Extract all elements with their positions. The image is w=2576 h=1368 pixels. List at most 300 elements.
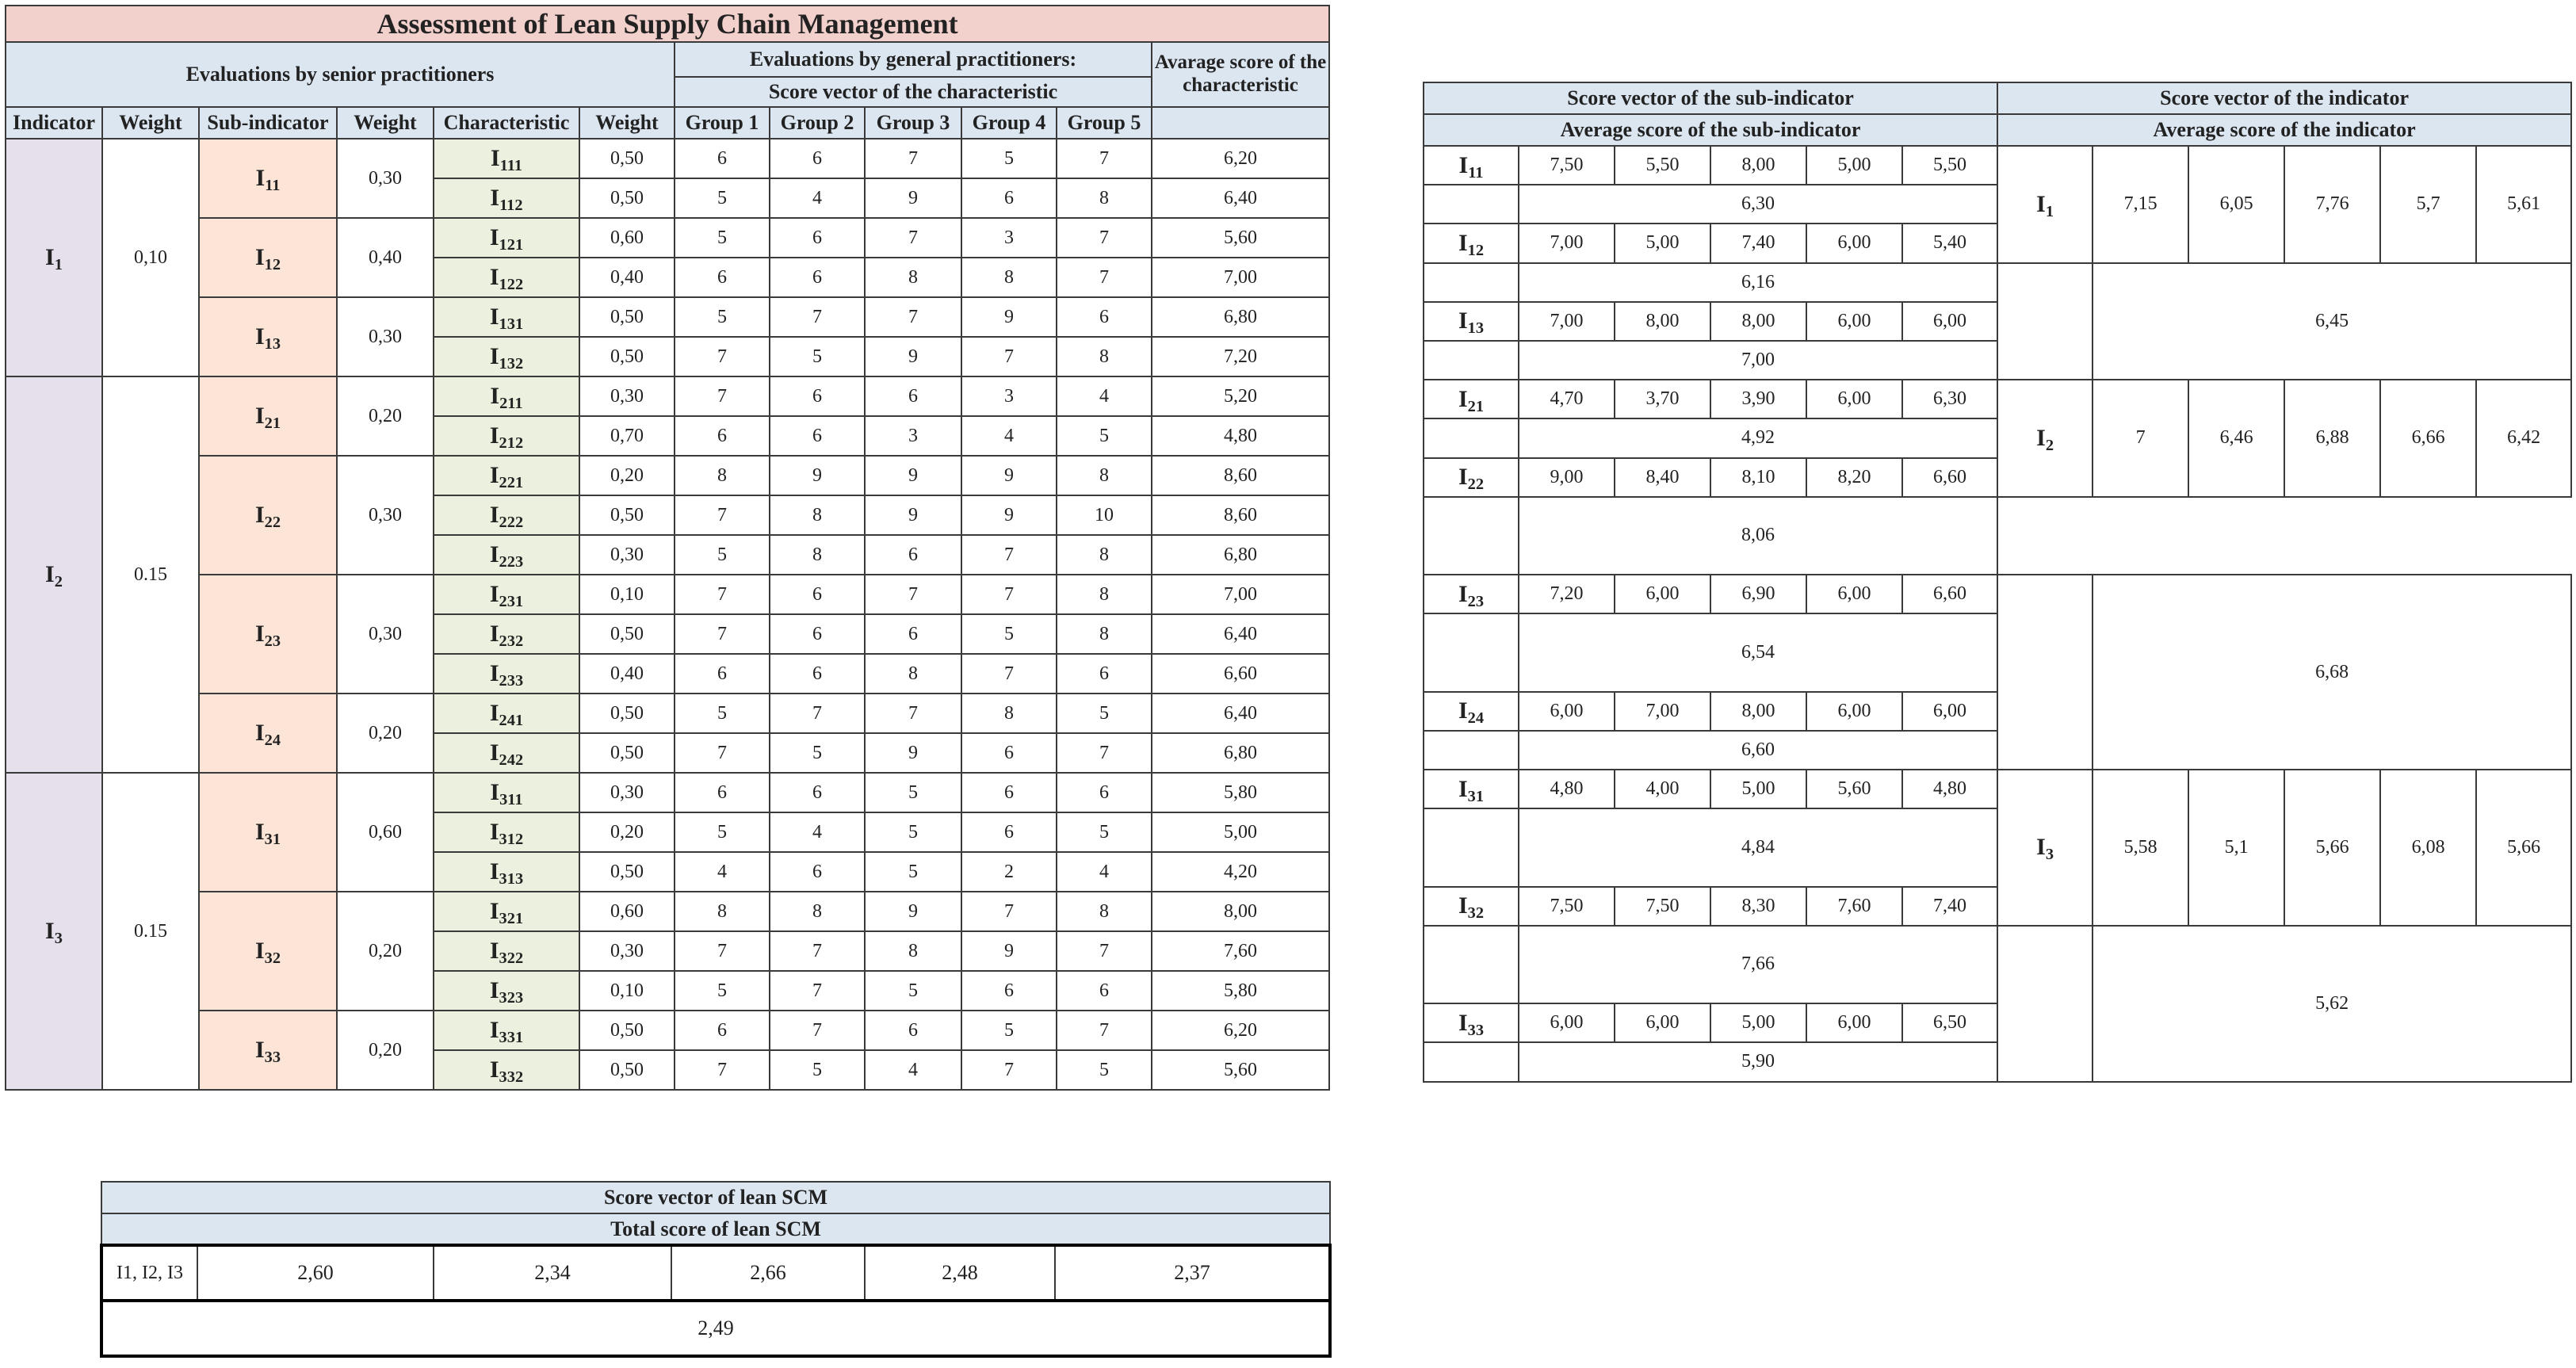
group-score: 9 xyxy=(865,892,961,931)
group-score: 6 xyxy=(865,376,961,416)
sub-average-spacer xyxy=(1424,418,1519,457)
group-score: 6 xyxy=(770,654,865,694)
group-score: 6 xyxy=(770,773,865,812)
characteristic-row xyxy=(6,575,1329,614)
sub-vector-value: 7,00 xyxy=(1519,224,1615,262)
sub-indicator-label: $I_{12}$ xyxy=(1424,224,1519,262)
sub-average-spacer xyxy=(1424,185,1519,224)
characteristic-cell: $I_{212}$ xyxy=(434,416,579,456)
sub-average-spacer xyxy=(1424,926,1519,1003)
sub-vector-value: 6,00 xyxy=(1806,575,1902,613)
subindicator-weight: 0,30 xyxy=(337,456,434,575)
sub-vector-value: 6,00 xyxy=(1806,692,1902,731)
characteristic-weight: 0,20 xyxy=(579,812,675,852)
sub-indicator-average: 4,92 xyxy=(1519,418,1997,457)
group-score: 5 xyxy=(675,297,770,337)
characteristic-average: 5,60 xyxy=(1152,218,1329,258)
characteristic-weight: 0,50 xyxy=(579,495,675,535)
group-score: 6 xyxy=(1057,654,1152,694)
indicator-vector-value: 6,88 xyxy=(2284,380,2380,497)
sub-indicator-label: $I_{13}$ xyxy=(1424,302,1519,341)
sub-vector-value: 5,00 xyxy=(1710,1003,1806,1042)
vector-table xyxy=(1423,82,2572,1083)
indicator-vector-value: 5,1 xyxy=(2188,770,2284,926)
group-score: 8 xyxy=(961,258,1057,297)
subindicator-weight: 0,20 xyxy=(337,1011,434,1090)
group-score: 7 xyxy=(865,694,961,733)
group-score: 7 xyxy=(865,575,961,614)
lean-total-score: 2,49 xyxy=(101,1301,1330,1356)
sub-indicator-average: 7,00 xyxy=(1519,341,1997,380)
group-score: 5 xyxy=(675,971,770,1011)
subindicator-cell: $I_{32}$ xyxy=(199,892,337,1011)
col-subindicator: Sub-indicator xyxy=(199,107,337,139)
col-indicator: Indicator xyxy=(6,107,102,139)
subindicator-cell: $I_{24}$ xyxy=(199,694,337,773)
indicator-vector-value: 5,7 xyxy=(2380,146,2476,263)
sub-indicator-label: $I_{22}$ xyxy=(1424,458,1519,497)
sub-vector-value: 8,00 xyxy=(1710,146,1806,185)
characteristic-average: 6,40 xyxy=(1152,614,1329,654)
lean-scm-vector-header: Score vector of lean SCM xyxy=(101,1182,1330,1213)
characteristic-cell: $I_{231}$ xyxy=(434,575,579,614)
sub-average-row xyxy=(1424,263,2571,302)
group-score: 7 xyxy=(1057,258,1152,297)
group-score: 5 xyxy=(675,218,770,258)
characteristic-cell: $I_{131}$ xyxy=(434,297,579,337)
sub-vector-value: 7,50 xyxy=(1519,146,1615,185)
group-score: 4 xyxy=(1057,852,1152,892)
sub-vector-value: 3,70 xyxy=(1615,380,1710,418)
group-score: 8 xyxy=(1057,892,1152,931)
sub-average-row xyxy=(1424,926,2571,1003)
group-score: 9 xyxy=(865,178,961,218)
indicator-vector-value: 5,61 xyxy=(2476,146,2571,263)
sub-average-spacer xyxy=(1424,341,1519,380)
group-score: 5 xyxy=(675,812,770,852)
group-score: 8 xyxy=(770,495,865,535)
lean-vector-value: 2,66 xyxy=(671,1245,865,1301)
col-weight: Weight xyxy=(337,107,434,139)
col-weight: Weight xyxy=(102,107,199,139)
sub-indicator-average: 7,66 xyxy=(1519,926,1997,1003)
sub-vector-value: 5,00 xyxy=(1615,224,1710,262)
main-assessment-table xyxy=(5,5,1330,1091)
group-score: 7 xyxy=(961,654,1057,694)
characteristic-cell: $I_{241}$ xyxy=(434,694,579,733)
sub-vector-value: 6,00 xyxy=(1615,575,1710,613)
group-score: 9 xyxy=(865,337,961,376)
col-group-2: Group 2 xyxy=(770,107,865,139)
sub-vector-value: 7,60 xyxy=(1806,887,1902,926)
group-score: 9 xyxy=(961,495,1057,535)
indicator-vector-value: 6,46 xyxy=(2188,380,2284,497)
sub-vector-value: 6,00 xyxy=(1519,1003,1615,1042)
sub-indicator-average: 6,60 xyxy=(1519,731,1997,770)
senior-practitioners-header: Evaluations by senior practitioners xyxy=(6,42,675,107)
indicator-weight: 0.15 xyxy=(102,773,199,1090)
sub-vector-value: 8,40 xyxy=(1615,458,1710,497)
group-score: 9 xyxy=(865,495,961,535)
sub-vector-value: 7,50 xyxy=(1615,887,1710,926)
characteristic-cell: $I_{321}$ xyxy=(434,892,579,931)
sub-vector-value: 6,00 xyxy=(1806,380,1902,418)
subindicator-weight: 0,30 xyxy=(337,297,434,376)
characteristic-row xyxy=(6,773,1329,812)
sub-vector-value: 5,50 xyxy=(1902,146,1997,185)
group-score: 8 xyxy=(1057,178,1152,218)
sub-vector-value: 7,00 xyxy=(1519,302,1615,341)
subindicator-weight: 0,40 xyxy=(337,218,434,297)
characteristic-cell: $I_{311}$ xyxy=(434,773,579,812)
subindicator-weight: 0,60 xyxy=(337,773,434,892)
sub-vector-value: 6,00 xyxy=(1902,692,1997,731)
vector-table-body xyxy=(1424,146,2571,1082)
characteristic-cell: $I_{313}$ xyxy=(434,852,579,892)
sub-average-row xyxy=(1424,497,2571,575)
characteristic-cell: $I_{322}$ xyxy=(434,931,579,971)
indicator-vector-value: 7 xyxy=(2093,380,2188,497)
characteristic-average: 4,80 xyxy=(1152,416,1329,456)
sub-indicator-label: $I_{21}$ xyxy=(1424,380,1519,418)
characteristic-cell: $I_{332}$ xyxy=(434,1050,579,1090)
sub-indicator-average: 6,54 xyxy=(1519,613,1997,691)
group-score: 6 xyxy=(770,376,865,416)
group-score: 3 xyxy=(865,416,961,456)
indicator-vector-value: 6,66 xyxy=(2380,380,2476,497)
sub-average-spacer xyxy=(1424,613,1519,691)
characteristic-average: 5,20 xyxy=(1152,376,1329,416)
sub-vector-value: 4,80 xyxy=(1902,770,1997,808)
characteristic-weight: 0,50 xyxy=(579,139,675,178)
sub-vector-value: 7,40 xyxy=(1902,887,1997,926)
group-score: 8 xyxy=(675,456,770,495)
group-score: 7 xyxy=(961,575,1057,614)
group-score: 6 xyxy=(770,416,865,456)
subindicator-cell: $I_{11}$ xyxy=(199,139,337,218)
characteristic-weight: 0,50 xyxy=(579,614,675,654)
group-score: 2 xyxy=(961,852,1057,892)
sub-average-spacer xyxy=(1424,731,1519,770)
sub-vector-value: 7,50 xyxy=(1519,887,1615,926)
group-score: 6 xyxy=(865,535,961,575)
subindicator-weight: 0,20 xyxy=(337,376,434,456)
subindicator-weight: 0,30 xyxy=(337,139,434,218)
indicator-vector-value: 6,05 xyxy=(2188,146,2284,263)
group-score: 9 xyxy=(961,456,1057,495)
characteristic-weight: 0,60 xyxy=(579,218,675,258)
sub-indicator-average: 5,90 xyxy=(1519,1042,1997,1081)
sub-indicator-average: 6,30 xyxy=(1519,185,1997,224)
group-score: 5 xyxy=(961,139,1057,178)
characteristic-average: 7,00 xyxy=(1152,258,1329,297)
subindicator-cell: $I_{33}$ xyxy=(199,1011,337,1090)
characteristic-cell: $I_{323}$ xyxy=(434,971,579,1011)
sub-indicator-vector-header: Score vector of the sub-indicator xyxy=(1424,82,1997,114)
group-score: 8 xyxy=(865,258,961,297)
group-score: 8 xyxy=(770,535,865,575)
col-characteristic: Characteristic xyxy=(434,107,579,139)
group-score: 5 xyxy=(1057,416,1152,456)
characteristic-average: 6,80 xyxy=(1152,733,1329,773)
sub-vector-value: 6,00 xyxy=(1806,1003,1902,1042)
sub-vector-value: 8,20 xyxy=(1806,458,1902,497)
characteristic-weight: 0,50 xyxy=(579,178,675,218)
group-score: 7 xyxy=(1057,733,1152,773)
group-score: 6 xyxy=(865,614,961,654)
col-weight: Weight xyxy=(579,107,675,139)
characteristic-average: 8,60 xyxy=(1152,456,1329,495)
sub-vector-value: 6,00 xyxy=(1902,302,1997,341)
characteristic-average: 6,40 xyxy=(1152,694,1329,733)
group-score: 5 xyxy=(1057,1050,1152,1090)
characteristic-row xyxy=(6,297,1329,337)
indicator-label: $I_3$ xyxy=(1997,770,2093,926)
characteristic-row xyxy=(6,892,1329,931)
sub-vector-value: 7,40 xyxy=(1710,224,1806,262)
group-score: 6 xyxy=(675,654,770,694)
group-score: 6 xyxy=(1057,297,1152,337)
group-score: 6 xyxy=(675,416,770,456)
group-score: 7 xyxy=(1057,218,1152,258)
characteristic-weight: 0,50 xyxy=(579,1050,675,1090)
sub-vector-value: 8,10 xyxy=(1710,458,1806,497)
group-score: 7 xyxy=(770,971,865,1011)
group-score: 7 xyxy=(961,1050,1057,1090)
group-score: 5 xyxy=(675,694,770,733)
group-score: 7 xyxy=(770,694,865,733)
group-score: 7 xyxy=(675,575,770,614)
group-score: 6 xyxy=(770,575,865,614)
indicator-vector-value: 7,15 xyxy=(2093,146,2188,263)
sub-vector-value: 7,20 xyxy=(1519,575,1615,613)
sub-vector-row xyxy=(1424,380,2571,418)
sub-average-spacer xyxy=(1424,497,1519,575)
group-score: 5 xyxy=(961,1011,1057,1050)
characteristic-average: 7,00 xyxy=(1152,575,1329,614)
sub-vector-row xyxy=(1424,770,2571,808)
sub-vector-row xyxy=(1424,575,2571,613)
sub-vector-value: 6,00 xyxy=(1806,302,1902,341)
characteristic-weight: 0,20 xyxy=(579,456,675,495)
subindicator-cell: $I_{23}$ xyxy=(199,575,337,694)
characteristic-weight: 0,40 xyxy=(579,258,675,297)
group-score: 8 xyxy=(961,694,1057,733)
sub-vector-value: 6,00 xyxy=(1519,692,1615,731)
indicator-cell: $I_1$ xyxy=(6,139,102,376)
subindicator-cell: $I_{13}$ xyxy=(199,297,337,376)
total-score-table xyxy=(100,1181,1332,1358)
characteristic-row xyxy=(6,694,1329,733)
sub-indicator-label: $I_{23}$ xyxy=(1424,575,1519,613)
group-score: 7 xyxy=(770,1011,865,1050)
characteristic-weight: 0,50 xyxy=(579,337,675,376)
group-score: 7 xyxy=(770,297,865,337)
characteristic-weight: 0,50 xyxy=(579,297,675,337)
characteristic-weight: 0,50 xyxy=(579,694,675,733)
characteristic-weight: 0,10 xyxy=(579,971,675,1011)
group-score: 4 xyxy=(1057,376,1152,416)
group-score: 9 xyxy=(865,733,961,773)
characteristic-cell: $I_{211}$ xyxy=(434,376,579,416)
sub-vector-value: 8,00 xyxy=(1710,692,1806,731)
indicator-vector-value: 6,08 xyxy=(2380,770,2476,926)
group-score: 6 xyxy=(865,1011,961,1050)
group-score: 7 xyxy=(961,535,1057,575)
general-practitioners-header: Evaluations by general practitioners: xyxy=(675,42,1152,77)
group-score: 7 xyxy=(675,733,770,773)
group-score: 7 xyxy=(865,297,961,337)
group-score: 7 xyxy=(675,337,770,376)
characteristic-average: 6,80 xyxy=(1152,297,1329,337)
subindicator-cell: $I_{12}$ xyxy=(199,218,337,297)
indicator-cell: $I_2$ xyxy=(6,376,102,773)
group-score: 9 xyxy=(770,456,865,495)
sub-indicator-average: 4,84 xyxy=(1519,808,1997,886)
sub-vector-value: 3,90 xyxy=(1710,380,1806,418)
indicator-average-header: Average score of the indicator xyxy=(1997,114,2571,146)
group-score: 7 xyxy=(675,614,770,654)
characteristic-weight: 0,30 xyxy=(579,535,675,575)
group-score: 10 xyxy=(1057,495,1152,535)
characteristic-cell: $I_{242}$ xyxy=(434,733,579,773)
indicator-vector-value: 6,42 xyxy=(2476,380,2571,497)
sub-vector-value: 4,80 xyxy=(1519,770,1615,808)
group-score: 9 xyxy=(961,297,1057,337)
characteristic-average: 8,00 xyxy=(1152,892,1329,931)
group-score: 7 xyxy=(865,218,961,258)
characteristic-cell: $I_{121}$ xyxy=(434,218,579,258)
group-score: 6 xyxy=(770,218,865,258)
characteristic-row xyxy=(6,456,1329,495)
sub-indicator-average-header: Average score of the sub-indicator xyxy=(1424,114,1997,146)
group-score: 5 xyxy=(865,812,961,852)
group-score: 7 xyxy=(1057,931,1152,971)
sub-average-spacer xyxy=(1424,808,1519,886)
group-score: 7 xyxy=(1057,139,1152,178)
characteristic-average: 4,20 xyxy=(1152,852,1329,892)
group-score: 7 xyxy=(961,892,1057,931)
characteristic-cell: $I_{331}$ xyxy=(434,1011,579,1050)
group-score: 6 xyxy=(961,971,1057,1011)
sub-vector-value: 5,00 xyxy=(1710,770,1806,808)
group-score: 8 xyxy=(865,654,961,694)
indicator-vector-header: Score vector of the indicator xyxy=(1997,82,2571,114)
group-score: 6 xyxy=(675,1011,770,1050)
group-score: 4 xyxy=(770,178,865,218)
sub-indicator-label: $I_{31}$ xyxy=(1424,770,1519,808)
sub-vector-value: 8,00 xyxy=(1615,302,1710,341)
indicator-vector-value: 7,76 xyxy=(2284,146,2380,263)
sub-indicator-average: 6,16 xyxy=(1519,263,1997,302)
group-score: 6 xyxy=(675,139,770,178)
sub-vector-value: 5,40 xyxy=(1902,224,1997,262)
characteristic-weight: 0,50 xyxy=(579,852,675,892)
indicator-average: 5,62 xyxy=(2093,926,2571,1082)
sub-indicator-label: $I_{11}$ xyxy=(1424,146,1519,185)
subindicator-weight: 0,30 xyxy=(337,575,434,694)
indicator-average-spacer xyxy=(1997,926,2093,1082)
characteristic-row xyxy=(6,1011,1329,1050)
sub-vector-value: 5,50 xyxy=(1615,146,1710,185)
indicator-label: $I_2$ xyxy=(1997,380,2093,497)
group-score: 6 xyxy=(961,733,1057,773)
col-group-1: Group 1 xyxy=(675,107,770,139)
col-group-4: Group 4 xyxy=(961,107,1057,139)
indicator-average: 6,45 xyxy=(2093,263,2571,380)
group-score: 5 xyxy=(961,614,1057,654)
characteristic-cell: $I_{223}$ xyxy=(434,535,579,575)
characteristic-average: 6,80 xyxy=(1152,535,1329,575)
characteristic-cell: $I_{221}$ xyxy=(434,456,579,495)
sub-vector-value: 6,30 xyxy=(1902,380,1997,418)
subindicator-cell: $I_{31}$ xyxy=(199,773,337,892)
characteristic-cell: $I_{232}$ xyxy=(434,614,579,654)
col-group-3: Group 3 xyxy=(865,107,961,139)
subindicator-cell: $I_{22}$ xyxy=(199,456,337,575)
sub-vector-value: 4,70 xyxy=(1519,380,1615,418)
indicator-vector-value: 5,58 xyxy=(2093,770,2188,926)
sub-average-spacer xyxy=(1424,263,1519,302)
characteristic-weight: 0,70 xyxy=(579,416,675,456)
score-vector-characteristic-header: Score vector of the characteristic xyxy=(675,77,1152,107)
group-score: 8 xyxy=(1057,337,1152,376)
characteristic-average: 6,40 xyxy=(1152,178,1329,218)
indicator-vector-value: 5,66 xyxy=(2476,770,2571,926)
sub-vector-value: 6,60 xyxy=(1902,458,1997,497)
characteristic-row xyxy=(6,218,1329,258)
sub-indicator-label: $I_{32}$ xyxy=(1424,887,1519,926)
sub-indicator-average: 8,06 xyxy=(1519,497,1997,575)
group-score: 7 xyxy=(770,931,865,971)
sub-indicator-label: $I_{33}$ xyxy=(1424,1003,1519,1042)
lean-vector-value: 2,60 xyxy=(197,1245,434,1301)
characteristic-average: 5,00 xyxy=(1152,812,1329,852)
group-score: 7 xyxy=(961,337,1057,376)
group-score: 4 xyxy=(865,1050,961,1090)
lean-scm-total-header: Total score of lean SCM xyxy=(101,1213,1330,1245)
characteristic-cell: $I_{112}$ xyxy=(434,178,579,218)
characteristic-average: 6,20 xyxy=(1152,1011,1329,1050)
sub-indicator-label: $I_{24}$ xyxy=(1424,692,1519,731)
group-score: 7 xyxy=(675,376,770,416)
sub-vector-value: 8,30 xyxy=(1710,887,1806,926)
group-score: 7 xyxy=(675,1050,770,1090)
group-score: 8 xyxy=(1057,535,1152,575)
characteristic-weight: 0,30 xyxy=(579,773,675,812)
sub-vector-value: 6,90 xyxy=(1710,575,1806,613)
characteristic-weight: 0,10 xyxy=(579,575,675,614)
group-score: 8 xyxy=(675,892,770,931)
indicator-weight: 0.15 xyxy=(102,376,199,773)
group-score: 6 xyxy=(961,812,1057,852)
group-score: 9 xyxy=(865,456,961,495)
group-score: 5 xyxy=(675,535,770,575)
group-score: 7 xyxy=(675,931,770,971)
subindicator-weight: 0,20 xyxy=(337,694,434,773)
main-table-body xyxy=(6,139,1329,1090)
group-score: 7 xyxy=(865,139,961,178)
characteristic-average: 6,60 xyxy=(1152,654,1329,694)
characteristic-row xyxy=(6,376,1329,416)
sub-vector-row xyxy=(1424,146,2571,185)
indicator-vector-value: 5,66 xyxy=(2284,770,2380,926)
group-score: 5 xyxy=(770,733,865,773)
group-score: 8 xyxy=(770,892,865,931)
group-score: 5 xyxy=(1057,694,1152,733)
group-score: 6 xyxy=(1057,971,1152,1011)
subindicator-weight: 0,20 xyxy=(337,892,434,1011)
